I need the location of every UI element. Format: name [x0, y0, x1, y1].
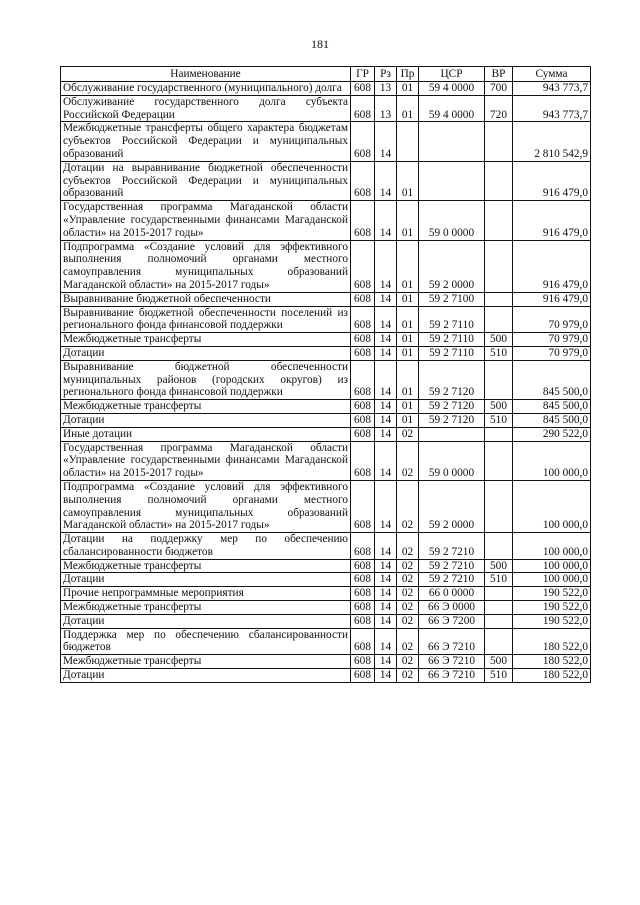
row-gr: 608 — [351, 480, 375, 532]
row-sum: 70 979,0 — [513, 333, 591, 347]
row-sum: 180 522,0 — [513, 628, 591, 655]
row-vr — [485, 122, 513, 161]
row-sum: 943 773,7 — [513, 82, 591, 96]
row-csr: 59 2 7110 — [419, 306, 485, 333]
page-number: 181 — [311, 37, 329, 51]
row-vr: 700 — [485, 82, 513, 96]
row-rz: 14 — [375, 333, 397, 347]
row-rz: 14 — [375, 573, 397, 587]
row-pr: 02 — [397, 573, 419, 587]
row-pr: 02 — [397, 587, 419, 601]
row-csr — [419, 427, 485, 441]
row-csr — [419, 122, 485, 161]
row-sum: 100 000,0 — [513, 533, 591, 560]
row-rz: 14 — [375, 587, 397, 601]
row-pr: 02 — [397, 601, 419, 615]
row-vr — [485, 201, 513, 240]
row-gr: 608 — [351, 533, 375, 560]
table-row — [61, 628, 591, 655]
row-vr: 720 — [485, 95, 513, 122]
row-vr — [485, 306, 513, 333]
row-vr — [485, 628, 513, 655]
row-rz: 14 — [375, 559, 397, 573]
header-pr: Пр — [397, 67, 419, 82]
row-csr: 59 2 7210 — [419, 573, 485, 587]
table-row — [61, 413, 591, 427]
row-rz: 14 — [375, 240, 397, 292]
row-vr — [485, 480, 513, 532]
table-row — [61, 587, 591, 601]
row-csr: 59 2 7110 — [419, 333, 485, 347]
row-pr: 01 — [397, 400, 419, 414]
table-row — [61, 122, 591, 161]
row-rz: 14 — [375, 122, 397, 161]
row-vr — [485, 427, 513, 441]
row-rz: 14 — [375, 400, 397, 414]
row-sum: 845 500,0 — [513, 413, 591, 427]
row-pr: 02 — [397, 533, 419, 560]
row-name: Выравнивание бюджетной обеспеченности муниципальных районов (городских округов) из регионального фонда финансовой поддержки — [61, 360, 351, 399]
table-row — [61, 346, 591, 360]
row-rz: 14 — [375, 601, 397, 615]
row-rz: 14 — [375, 161, 397, 200]
table-row — [61, 655, 591, 669]
row-sum: 916 479,0 — [513, 240, 591, 292]
row-sum: 916 479,0 — [513, 201, 591, 240]
table-row — [61, 427, 591, 441]
row-vr: 510 — [485, 413, 513, 427]
row-sum: 100 000,0 — [513, 480, 591, 532]
row-pr: 01 — [397, 306, 419, 333]
row-rz: 14 — [375, 655, 397, 669]
row-name: Дотации на выравнивание бюджетной обеспеченности субъектов Российской Федерации и муниципальных образований — [61, 161, 351, 200]
header-gr: ГР — [351, 67, 375, 82]
row-pr: 01 — [397, 346, 419, 360]
row-vr: 510 — [485, 573, 513, 587]
header-sum: Сумма — [513, 67, 591, 82]
row-rz: 14 — [375, 346, 397, 360]
row-pr: 02 — [397, 669, 419, 683]
row-pr: 02 — [397, 427, 419, 441]
table-row — [61, 400, 591, 414]
row-vr — [485, 441, 513, 480]
table-row — [61, 533, 591, 560]
row-csr: 66 Э 7210 — [419, 655, 485, 669]
header-vr: ВР — [485, 67, 513, 82]
row-pr: 02 — [397, 441, 419, 480]
row-vr — [485, 292, 513, 306]
row-gr: 608 — [351, 559, 375, 573]
row-gr: 608 — [351, 441, 375, 480]
row-sum: 70 979,0 — [513, 346, 591, 360]
row-csr: 59 2 0000 — [419, 480, 485, 532]
row-sum: 180 522,0 — [513, 669, 591, 683]
row-gr: 608 — [351, 95, 375, 122]
row-gr: 608 — [351, 201, 375, 240]
row-vr — [485, 161, 513, 200]
row-gr: 608 — [351, 292, 375, 306]
row-vr — [485, 587, 513, 601]
row-name: Выравнивание бюджетной обеспеченности поселений из регионального фонда финансовой поддержки — [61, 306, 351, 333]
row-rz: 14 — [375, 413, 397, 427]
row-name: Межбюджетные трансферты — [61, 655, 351, 669]
row-csr: 66 Э 0000 — [419, 601, 485, 615]
row-csr: 59 2 0000 — [419, 240, 485, 292]
row-name: Обслуживание государственного (муниципального) долга — [61, 82, 351, 96]
row-rz: 14 — [375, 628, 397, 655]
row-gr: 608 — [351, 573, 375, 587]
row-rz: 13 — [375, 82, 397, 96]
row-gr: 608 — [351, 161, 375, 200]
row-gr: 608 — [351, 333, 375, 347]
row-sum: 100 000,0 — [513, 441, 591, 480]
row-sum: 845 500,0 — [513, 400, 591, 414]
row-sum: 100 000,0 — [513, 573, 591, 587]
row-vr — [485, 360, 513, 399]
row-gr: 608 — [351, 587, 375, 601]
row-csr: 59 0 0000 — [419, 201, 485, 240]
header-rz: Рз — [375, 67, 397, 82]
row-sum: 845 500,0 — [513, 360, 591, 399]
table-row — [61, 240, 591, 292]
row-gr: 608 — [351, 601, 375, 615]
row-rz: 14 — [375, 480, 397, 532]
row-name: Межбюджетные трансферты — [61, 601, 351, 615]
row-vr: 510 — [485, 669, 513, 683]
row-sum: 180 522,0 — [513, 655, 591, 669]
budget-table — [60, 66, 591, 683]
table-row — [61, 669, 591, 683]
row-sum: 190 522,0 — [513, 587, 591, 601]
row-csr: 59 2 7210 — [419, 559, 485, 573]
table-row — [61, 95, 591, 122]
row-name: Обслуживание государственного долга субъекта Российской Федерации — [61, 95, 351, 122]
row-gr: 608 — [351, 669, 375, 683]
row-csr — [419, 161, 485, 200]
row-pr: 01 — [397, 95, 419, 122]
row-name: Дотации — [61, 413, 351, 427]
row-name: Дотации — [61, 573, 351, 587]
table-header-row — [61, 67, 591, 82]
row-sum: 943 773,7 — [513, 95, 591, 122]
row-name: Межбюджетные трансферты — [61, 559, 351, 573]
row-vr — [485, 601, 513, 615]
row-name: Подпрограмма «Создание условий для эффективного выполнения полномочий органами местного самоуправления муниципальных образований Магаданской области» на 2015-2017 годы» — [61, 480, 351, 532]
row-pr: 01 — [397, 413, 419, 427]
row-sum: 290 522,0 — [513, 427, 591, 441]
row-gr: 608 — [351, 306, 375, 333]
row-csr: 66 Э 7210 — [419, 669, 485, 683]
row-csr: 59 2 7120 — [419, 360, 485, 399]
row-rz: 14 — [375, 614, 397, 628]
row-csr: 59 0 0000 — [419, 441, 485, 480]
row-pr — [397, 122, 419, 161]
table-row — [61, 559, 591, 573]
row-csr: 59 2 7100 — [419, 292, 485, 306]
row-vr: 500 — [485, 333, 513, 347]
table-row — [61, 292, 591, 306]
row-gr: 608 — [351, 82, 375, 96]
row-sum: 70 979,0 — [513, 306, 591, 333]
row-name: Межбюджетные трансферты — [61, 400, 351, 414]
row-name: Дотации — [61, 614, 351, 628]
row-name: Подпрограмма «Создание условий для эффективного выполнения полномочий органами местного самоуправления муниципальных образований Магаданской области» на 2015-2017 годы» — [61, 240, 351, 292]
row-name: Иные дотации — [61, 427, 351, 441]
table-row — [61, 333, 591, 347]
table-row — [61, 360, 591, 399]
row-pr: 01 — [397, 161, 419, 200]
header-csr: ЦСР — [419, 67, 485, 82]
row-gr: 608 — [351, 614, 375, 628]
table-row — [61, 601, 591, 615]
row-pr: 01 — [397, 201, 419, 240]
row-csr: 66 Э 7200 — [419, 614, 485, 628]
row-name: Межбюджетные трансферты — [61, 333, 351, 347]
row-pr: 02 — [397, 480, 419, 532]
row-rz: 14 — [375, 360, 397, 399]
row-vr: 500 — [485, 400, 513, 414]
row-name: Межбюджетные трансферты общего характера бюджетам субъектов Российской Федерации и муниципальных образований — [61, 122, 351, 161]
row-csr: 59 4 0000 — [419, 95, 485, 122]
row-vr: 510 — [485, 346, 513, 360]
row-vr — [485, 614, 513, 628]
row-pr: 01 — [397, 360, 419, 399]
row-gr: 608 — [351, 628, 375, 655]
row-pr: 01 — [397, 292, 419, 306]
row-sum: 916 479,0 — [513, 292, 591, 306]
table-row — [61, 573, 591, 587]
row-sum: 2 810 542,9 — [513, 122, 591, 161]
row-rz: 14 — [375, 306, 397, 333]
row-csr: 66 Э 7210 — [419, 628, 485, 655]
row-pr: 01 — [397, 333, 419, 347]
table-row — [61, 201, 591, 240]
row-vr: 500 — [485, 559, 513, 573]
row-gr: 608 — [351, 655, 375, 669]
row-csr: 66 0 0000 — [419, 587, 485, 601]
row-pr: 02 — [397, 559, 419, 573]
row-gr: 608 — [351, 360, 375, 399]
row-rz: 14 — [375, 201, 397, 240]
row-csr: 59 2 7110 — [419, 346, 485, 360]
row-pr: 01 — [397, 82, 419, 96]
table-row — [61, 161, 591, 200]
row-rz: 14 — [375, 292, 397, 306]
row-pr: 02 — [397, 614, 419, 628]
row-rz: 14 — [375, 441, 397, 480]
row-pr: 02 — [397, 655, 419, 669]
row-name: Дотации — [61, 346, 351, 360]
row-gr: 608 — [351, 413, 375, 427]
row-gr: 608 — [351, 346, 375, 360]
table-row — [61, 306, 591, 333]
row-name: Прочие непрограммные мероприятия — [61, 587, 351, 601]
row-rz: 14 — [375, 669, 397, 683]
row-pr: 01 — [397, 240, 419, 292]
table-row — [61, 480, 591, 532]
row-gr: 608 — [351, 427, 375, 441]
header-name: Наименование — [61, 67, 351, 82]
row-name: Дотации на поддержку мер по обеспечению сбалансированности бюджетов — [61, 533, 351, 560]
row-csr: 59 2 7210 — [419, 533, 485, 560]
row-gr: 608 — [351, 122, 375, 161]
row-gr: 608 — [351, 240, 375, 292]
row-sum: 190 522,0 — [513, 614, 591, 628]
row-gr: 608 — [351, 400, 375, 414]
row-rz: 13 — [375, 95, 397, 122]
row-csr: 59 4 0000 — [419, 82, 485, 96]
row-sum: 190 522,0 — [513, 601, 591, 615]
row-csr: 59 2 7120 — [419, 413, 485, 427]
row-name: Государственная программа Магаданской области «Управление государственными финансами Магаданской области» на 2015-2017 годы» — [61, 441, 351, 480]
row-name: Государственная программа Магаданской области «Управление государственными финансами Магаданской области» на 2015-2017 годы» — [61, 201, 351, 240]
table-row — [61, 82, 591, 96]
table-row — [61, 441, 591, 480]
row-vr — [485, 533, 513, 560]
row-sum: 916 479,0 — [513, 161, 591, 200]
row-vr: 500 — [485, 655, 513, 669]
row-name: Поддержка мер по обеспечению сбалансированности бюджетов — [61, 628, 351, 655]
row-vr — [485, 240, 513, 292]
row-name: Выравнивание бюджетной обеспеченности — [61, 292, 351, 306]
row-csr: 59 2 7120 — [419, 400, 485, 414]
row-rz: 14 — [375, 533, 397, 560]
row-name: Дотации — [61, 669, 351, 683]
table-row — [61, 614, 591, 628]
row-sum: 100 000,0 — [513, 559, 591, 573]
row-pr: 02 — [397, 628, 419, 655]
row-rz: 14 — [375, 427, 397, 441]
